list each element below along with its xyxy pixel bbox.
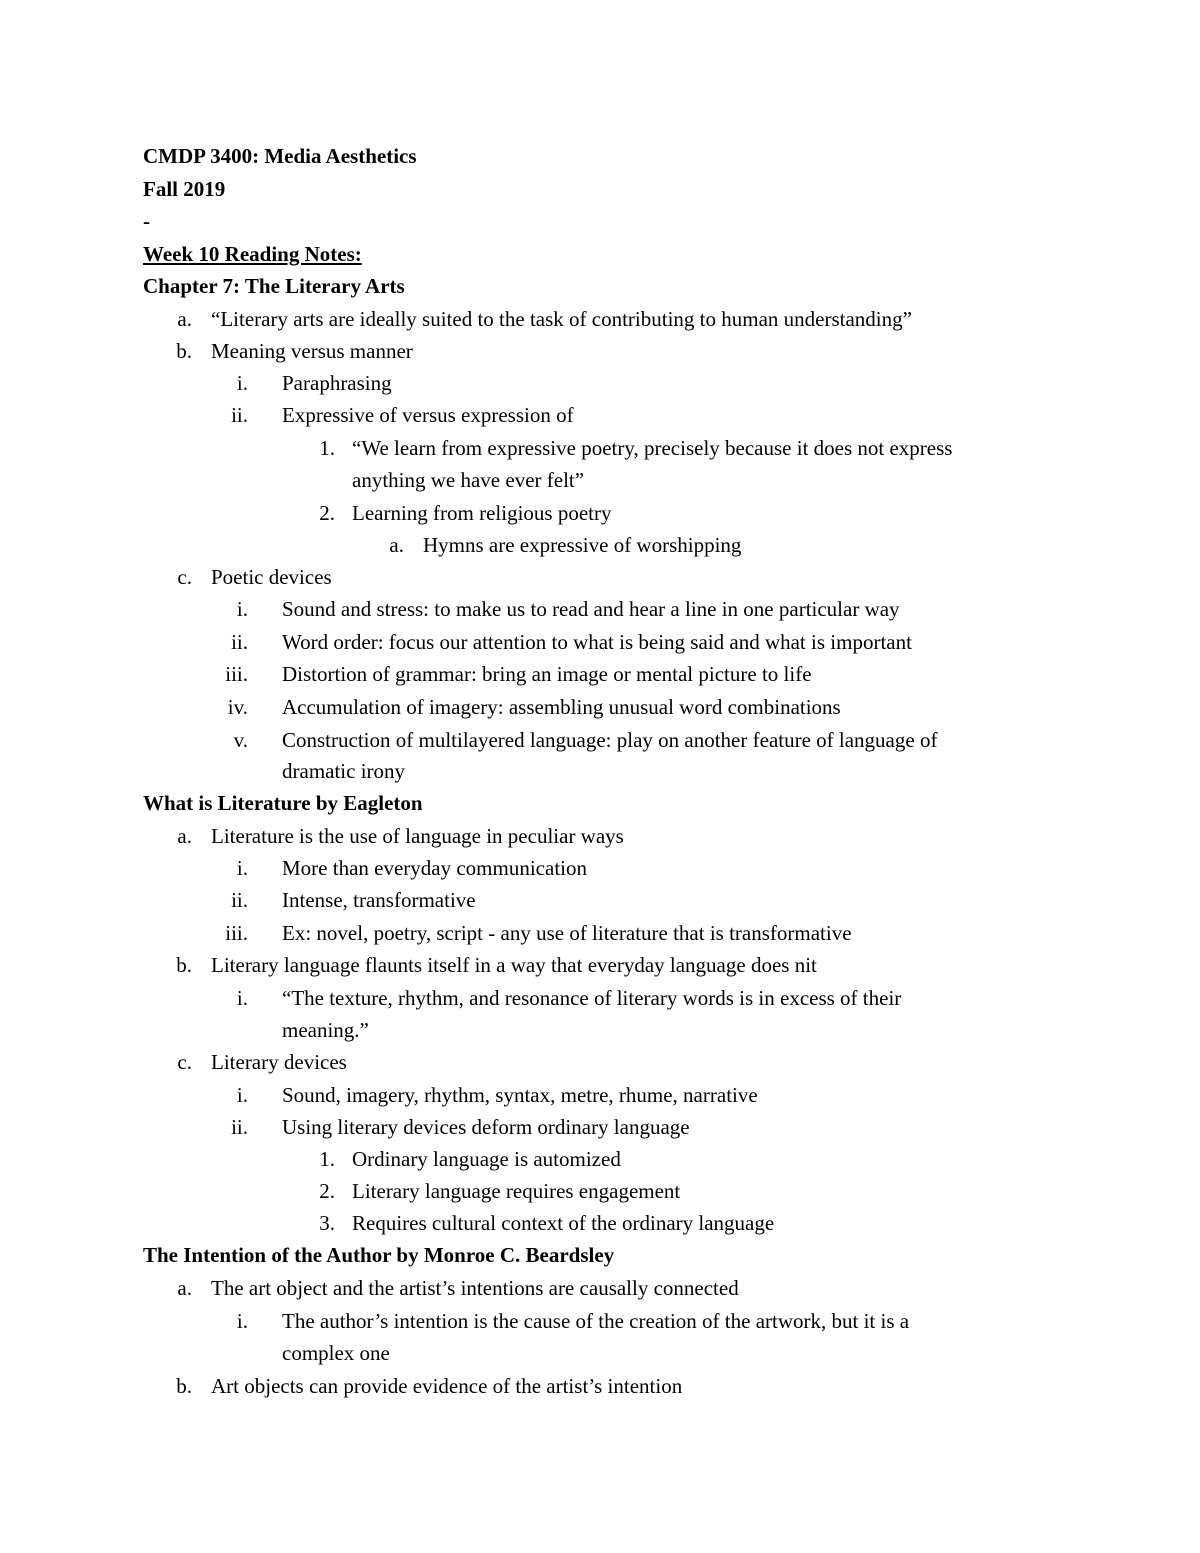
list-marker: 2. xyxy=(319,501,335,525)
list-marker: i. xyxy=(236,1083,248,1107)
outline-item xyxy=(0,432,1200,464)
outline-item xyxy=(0,561,1200,593)
section-heading: Chapter 7: The Literary Arts xyxy=(143,274,405,298)
item-text: Art objects can provide evidence of the artist’s intention xyxy=(211,1374,683,1398)
list-marker: c. xyxy=(177,565,192,589)
list-marker: 2. xyxy=(319,1179,335,1203)
outline-item xyxy=(0,820,1200,852)
item-text: Ordinary language is automized xyxy=(352,1147,621,1171)
item-text: Using literary devices deform ordinary language xyxy=(282,1115,690,1139)
outline-item xyxy=(0,852,1200,884)
item-text: complex one xyxy=(282,1341,390,1365)
section-heading: What is Literature by Eagleton xyxy=(143,791,423,815)
outline-item xyxy=(0,1175,1200,1207)
list-marker: a. xyxy=(177,824,192,848)
item-text: “We learn from expressive poetry, precisely because it does not express xyxy=(352,436,953,460)
outline-item xyxy=(0,399,1200,431)
outline-item xyxy=(0,367,1200,399)
item-text: Construction of multilayered language: play on another feature of language of xyxy=(282,728,938,752)
item-text: Expressive of versus expression of xyxy=(282,403,574,427)
list-marker: i. xyxy=(236,597,248,621)
list-marker: ii. xyxy=(231,1115,248,1139)
course-title: CMDP 3400: Media Aesthetics xyxy=(143,144,417,168)
outline-item xyxy=(0,658,1200,690)
outline-item xyxy=(0,335,1200,367)
list-marker: i. xyxy=(236,371,248,395)
item-text: Sound and stress: to make us to read and hear a line in one particular way xyxy=(282,597,900,621)
outline-item xyxy=(0,691,1200,723)
outline-item xyxy=(0,1337,1200,1369)
item-text: Sound, imagery, rhythm, syntax, metre, rhume, narrative xyxy=(282,1083,758,1107)
outline-item xyxy=(0,1305,1200,1337)
outline-item xyxy=(0,755,1200,787)
list-marker: 1. xyxy=(319,1147,335,1171)
item-text: Literature is the use of language in peculiar ways xyxy=(211,824,624,848)
outline-item xyxy=(0,1046,1200,1078)
outline-item xyxy=(0,982,1200,1014)
list-marker: a. xyxy=(177,307,192,331)
item-text: dramatic irony xyxy=(282,759,406,783)
item-text: Distortion of grammar: bring an image or mental picture to life xyxy=(282,662,812,686)
list-marker: i. xyxy=(236,986,248,1010)
item-text: Meaning versus manner xyxy=(211,339,413,363)
outline-item xyxy=(0,497,1200,529)
item-text: The author’s intention is the cause of the creation of the artwork, but it is a xyxy=(282,1309,910,1333)
list-marker: b. xyxy=(176,1374,192,1398)
item-text: “Literary arts are ideally suited to the task of contributing to human understanding” xyxy=(211,307,912,331)
outline-item xyxy=(0,303,1200,335)
item-text: “The texture, rhythm, and resonance of literary words is in excess of their xyxy=(282,986,902,1010)
item-text: Poetic devices xyxy=(211,565,332,589)
outline-item xyxy=(0,949,1200,981)
list-marker: b. xyxy=(176,953,192,977)
item-text: Literary devices xyxy=(211,1050,347,1074)
list-marker: i. xyxy=(236,856,248,880)
list-marker: ii. xyxy=(231,403,248,427)
list-marker: iv. xyxy=(227,695,248,719)
item-text: More than everyday communication xyxy=(282,856,587,880)
dash-separator: - xyxy=(143,209,150,233)
list-marker: a. xyxy=(389,533,404,557)
item-text: Literary language flaunts itself in a way that everyday language does nit xyxy=(211,953,817,977)
item-text: Word order: focus our attention to what is being said and what is important xyxy=(282,630,912,654)
outline-item xyxy=(0,1079,1200,1111)
outline-item xyxy=(0,529,1200,561)
list-marker: a. xyxy=(177,1276,192,1300)
list-marker: c. xyxy=(177,1050,192,1074)
outline-item xyxy=(0,1370,1200,1402)
item-text: Literary language requires engagement xyxy=(352,1179,681,1203)
list-marker: iii. xyxy=(225,921,248,945)
list-marker: v. xyxy=(233,728,248,752)
outline-item xyxy=(0,724,1200,756)
outline-item xyxy=(0,1111,1200,1143)
item-text: anything we have ever felt” xyxy=(352,468,585,492)
item-text: Ex: novel, poetry, script - any use of literature that is transformative xyxy=(282,921,852,945)
outline-item xyxy=(0,464,1200,496)
outline-item xyxy=(0,1272,1200,1304)
item-text: meaning.” xyxy=(282,1018,369,1042)
outline-item xyxy=(0,626,1200,658)
outline-item xyxy=(0,917,1200,949)
outline-item xyxy=(0,1143,1200,1175)
section-heading: The Intention of the Author by Monroe C. Beardsley xyxy=(143,1243,615,1267)
outline-item xyxy=(0,593,1200,625)
item-text: Accumulation of imagery: assembling unusual word combinations xyxy=(282,695,841,719)
list-marker: ii. xyxy=(231,888,248,912)
item-text: Requires cultural context of the ordinary language xyxy=(352,1211,775,1235)
item-text: Intense, transformative xyxy=(282,888,476,912)
item-text: Hymns are expressive of worshipping xyxy=(423,533,742,557)
list-marker: i. xyxy=(236,1309,248,1333)
outline-item xyxy=(0,1207,1200,1239)
list-marker: iii. xyxy=(225,662,248,686)
term-label: Fall 2019 xyxy=(143,177,226,201)
list-marker: ii. xyxy=(231,630,248,654)
item-text: Paraphrasing xyxy=(282,371,392,395)
list-marker: 1. xyxy=(319,436,335,460)
list-marker: b. xyxy=(176,339,192,363)
notes-title: Week 10 Reading Notes: xyxy=(143,242,362,266)
list-marker: 3. xyxy=(319,1211,335,1235)
outline-item xyxy=(0,1014,1200,1046)
outline-item xyxy=(0,884,1200,916)
item-text: Learning from religious poetry xyxy=(352,501,612,525)
item-text: The art object and the artist’s intentions are causally connected xyxy=(211,1276,739,1300)
